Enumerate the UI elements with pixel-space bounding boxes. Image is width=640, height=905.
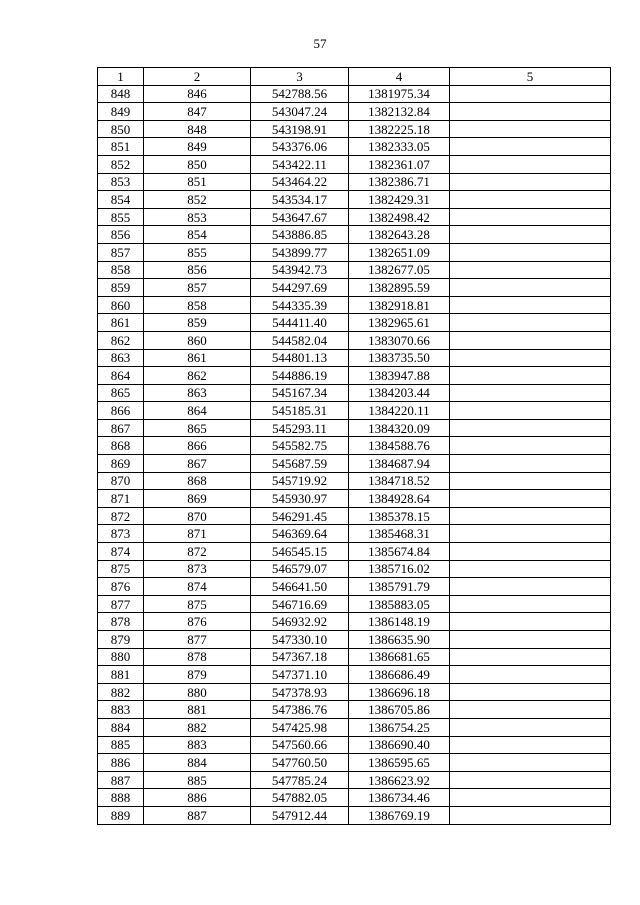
table-cell	[450, 560, 611, 578]
table-cell: 545185.31	[251, 402, 349, 420]
table-row	[98, 754, 611, 772]
table-cell: 545167.34	[251, 384, 349, 402]
table-cell: 543422.11	[251, 155, 349, 173]
table-row	[98, 261, 611, 279]
table-cell: 881	[144, 701, 251, 719]
table-cell: 861	[144, 349, 251, 367]
table-cell: 868	[98, 437, 144, 455]
column-header: 3	[251, 68, 349, 86]
table-cell	[450, 543, 611, 561]
table-cell: 857	[144, 279, 251, 297]
table-cell: 543198.91	[251, 120, 349, 138]
table-cell: 875	[98, 560, 144, 578]
table-row	[98, 683, 611, 701]
table-cell: 857	[98, 243, 144, 261]
table-cell	[450, 279, 611, 297]
table-cell: 1386686.49	[349, 666, 450, 684]
table-cell: 878	[144, 648, 251, 666]
table-row	[98, 771, 611, 789]
table-cell	[450, 331, 611, 349]
table-cell: 848	[98, 85, 144, 103]
table-cell: 1383735.50	[349, 349, 450, 367]
table-row	[98, 191, 611, 209]
table-cell: 544582.04	[251, 331, 349, 349]
table-row	[98, 613, 611, 631]
table-cell: 848	[144, 120, 251, 138]
table-row	[98, 666, 611, 684]
table-cell: 866	[144, 437, 251, 455]
table-cell: 885	[98, 736, 144, 754]
table-cell	[450, 437, 611, 455]
table-cell: 546716.69	[251, 595, 349, 613]
table-row	[98, 560, 611, 578]
table-cell: 859	[144, 314, 251, 332]
table-cell: 878	[98, 613, 144, 631]
table-cell: 545293.11	[251, 419, 349, 437]
table-cell: 879	[144, 666, 251, 684]
table-cell: 1385883.05	[349, 595, 450, 613]
table-cell	[450, 155, 611, 173]
table-cell	[450, 683, 611, 701]
table-cell: 862	[144, 367, 251, 385]
table-cell	[450, 384, 611, 402]
table-row	[98, 648, 611, 666]
table-row	[98, 155, 611, 173]
table-cell: 889	[98, 806, 144, 824]
table-cell: 887	[98, 771, 144, 789]
table-cell: 874	[98, 543, 144, 561]
table-cell	[450, 490, 611, 508]
table-cell: 849	[98, 103, 144, 121]
table-cell: 547560.66	[251, 736, 349, 754]
column-header: 2	[144, 68, 251, 86]
table-cell: 543647.67	[251, 208, 349, 226]
table-cell: 546545.15	[251, 543, 349, 561]
table-cell: 542788.56	[251, 85, 349, 103]
table-cell: 881	[98, 666, 144, 684]
table-cell	[450, 578, 611, 596]
table-cell: 544411.40	[251, 314, 349, 332]
column-header: 1	[98, 68, 144, 86]
table-row	[98, 314, 611, 332]
table-cell: 883	[144, 736, 251, 754]
table-cell: 543899.77	[251, 243, 349, 261]
table-cell	[450, 419, 611, 437]
table-cell: 846	[144, 85, 251, 103]
table-cell: 1382895.59	[349, 279, 450, 297]
table-cell: 547378.93	[251, 683, 349, 701]
table-cell: 1383947.88	[349, 367, 450, 385]
table-cell: 544801.13	[251, 349, 349, 367]
table-cell: 546369.64	[251, 525, 349, 543]
table-cell: 547425.98	[251, 718, 349, 736]
table-cell	[450, 191, 611, 209]
table-cell: 1386769.19	[349, 806, 450, 824]
table-cell: 858	[144, 296, 251, 314]
table-row	[98, 455, 611, 473]
table-row	[98, 525, 611, 543]
coordinates-table	[97, 67, 611, 825]
table-cell: 544335.39	[251, 296, 349, 314]
table-cell: 877	[144, 631, 251, 649]
table-cell: 880	[144, 683, 251, 701]
table-cell: 879	[98, 631, 144, 649]
table-row	[98, 331, 611, 349]
table-cell: 853	[144, 208, 251, 226]
table-cell	[450, 806, 611, 824]
table-cell: 547330.10	[251, 631, 349, 649]
table-cell: 545582.75	[251, 437, 349, 455]
table-cell: 1386635.90	[349, 631, 450, 649]
table-cell: 876	[98, 578, 144, 596]
table-cell: 547760.50	[251, 754, 349, 772]
table-cell: 855	[144, 243, 251, 261]
table-row	[98, 173, 611, 191]
table-body	[98, 85, 611, 824]
table-row	[98, 718, 611, 736]
table-row	[98, 85, 611, 103]
table-cell: 1386705.86	[349, 701, 450, 719]
table-cell: 882	[98, 683, 144, 701]
table-cell: 545687.59	[251, 455, 349, 473]
table-cell	[450, 367, 611, 385]
table-cell: 1385716.02	[349, 560, 450, 578]
table-cell: 850	[144, 155, 251, 173]
table-row	[98, 120, 611, 138]
table-cell: 880	[98, 648, 144, 666]
table-cell: 849	[144, 138, 251, 156]
table-row	[98, 490, 611, 508]
table-cell: 859	[98, 279, 144, 297]
table-cell: 864	[98, 367, 144, 385]
table-cell: 1386681.65	[349, 648, 450, 666]
table-cell: 1386754.25	[349, 718, 450, 736]
table-cell: 871	[98, 490, 144, 508]
table-cell: 1385791.79	[349, 578, 450, 596]
table-row	[98, 208, 611, 226]
table-cell: 873	[98, 525, 144, 543]
table-cell: 1385378.15	[349, 507, 450, 525]
table-cell: 875	[144, 595, 251, 613]
table-cell: 883	[98, 701, 144, 719]
table-cell: 872	[98, 507, 144, 525]
table-cell: 874	[144, 578, 251, 596]
table-cell: 855	[98, 208, 144, 226]
table-cell: 1382225.18	[349, 120, 450, 138]
table-cell	[450, 771, 611, 789]
table-cell: 547367.18	[251, 648, 349, 666]
table-cell	[450, 261, 611, 279]
table-cell: 852	[144, 191, 251, 209]
table-cell: 867	[144, 455, 251, 473]
table-cell	[450, 120, 611, 138]
table-cell: 1384320.09	[349, 419, 450, 437]
table-cell: 863	[98, 349, 144, 367]
table-cell: 877	[98, 595, 144, 613]
table-cell: 860	[144, 331, 251, 349]
table-cell	[450, 472, 611, 490]
table-cell: 884	[144, 754, 251, 772]
table-row	[98, 578, 611, 596]
table-row	[98, 806, 611, 824]
table-row	[98, 631, 611, 649]
table-cell	[450, 736, 611, 754]
table-row	[98, 595, 611, 613]
table-cell: 865	[98, 384, 144, 402]
table-cell: 1385674.84	[349, 543, 450, 561]
table-cell: 851	[98, 138, 144, 156]
table-cell: 870	[98, 472, 144, 490]
table-cell: 547371.10	[251, 666, 349, 684]
table-cell: 1383070.66	[349, 331, 450, 349]
table-cell: 869	[98, 455, 144, 473]
table-cell	[450, 525, 611, 543]
table-cell: 547785.24	[251, 771, 349, 789]
table-row	[98, 243, 611, 261]
column-header: 4	[349, 68, 450, 86]
table-row	[98, 472, 611, 490]
table-header-row	[98, 68, 611, 86]
table-cell: 884	[98, 718, 144, 736]
table-cell	[450, 349, 611, 367]
column-header: 5	[450, 68, 611, 86]
table-cell: 1384928.64	[349, 490, 450, 508]
table-cell: 867	[98, 419, 144, 437]
table-cell: 871	[144, 525, 251, 543]
table-cell: 888	[98, 789, 144, 807]
table-cell: 1384718.52	[349, 472, 450, 490]
table-row	[98, 279, 611, 297]
table-cell: 543376.06	[251, 138, 349, 156]
table-cell: 853	[98, 173, 144, 191]
table-row	[98, 349, 611, 367]
table-cell: 545930.97	[251, 490, 349, 508]
table-row	[98, 402, 611, 420]
table-cell: 543534.17	[251, 191, 349, 209]
table-cell: 885	[144, 771, 251, 789]
table-row	[98, 736, 611, 754]
table-cell: 862	[98, 331, 144, 349]
table-cell: 1384687.94	[349, 455, 450, 473]
table-row	[98, 507, 611, 525]
table-cell: 868	[144, 472, 251, 490]
table-cell: 543464.22	[251, 173, 349, 191]
table-cell	[450, 666, 611, 684]
table-cell: 546932.92	[251, 613, 349, 631]
table-cell	[450, 296, 611, 314]
table-cell: 1386734.46	[349, 789, 450, 807]
table-cell: 882	[144, 718, 251, 736]
table-cell: 1382643.28	[349, 226, 450, 244]
table-cell: 865	[144, 419, 251, 437]
table-cell: 1382386.71	[349, 173, 450, 191]
table-cell: 1386623.92	[349, 771, 450, 789]
table-cell: 854	[144, 226, 251, 244]
table-cell: 873	[144, 560, 251, 578]
table-cell: 543942.73	[251, 261, 349, 279]
table-cell	[450, 648, 611, 666]
table-cell: 856	[98, 226, 144, 244]
table-cell	[450, 595, 611, 613]
table-cell	[450, 103, 611, 121]
table-cell: 543047.24	[251, 103, 349, 121]
table-cell	[450, 507, 611, 525]
table-row	[98, 296, 611, 314]
table-cell	[450, 226, 611, 244]
table-cell	[450, 173, 611, 191]
table-cell	[450, 613, 611, 631]
table-cell	[450, 718, 611, 736]
table-cell: 1382918.81	[349, 296, 450, 314]
table-cell: 544886.19	[251, 367, 349, 385]
table-cell: 851	[144, 173, 251, 191]
table-cell: 547882.05	[251, 789, 349, 807]
table-cell: 547386.76	[251, 701, 349, 719]
table-cell: 876	[144, 613, 251, 631]
table-cell: 546291.45	[251, 507, 349, 525]
table-cell: 1384203.44	[349, 384, 450, 402]
table-cell: 1386696.18	[349, 683, 450, 701]
table-row	[98, 367, 611, 385]
table-cell: 861	[98, 314, 144, 332]
table-cell: 1381975.34	[349, 85, 450, 103]
table-row	[98, 384, 611, 402]
table-cell: 863	[144, 384, 251, 402]
table-cell: 546579.07	[251, 560, 349, 578]
table-cell: 858	[98, 261, 144, 279]
table-cell: 887	[144, 806, 251, 824]
table-cell: 864	[144, 402, 251, 420]
table-cell: 545719.92	[251, 472, 349, 490]
table-cell: 869	[144, 490, 251, 508]
table-cell: 870	[144, 507, 251, 525]
table-cell: 1382132.84	[349, 103, 450, 121]
table-cell	[450, 243, 611, 261]
table-cell	[450, 789, 611, 807]
table-row	[98, 138, 611, 156]
table-cell	[450, 402, 611, 420]
table-cell: 547912.44	[251, 806, 349, 824]
table-cell: 1382333.05	[349, 138, 450, 156]
table-cell: 856	[144, 261, 251, 279]
table-cell	[450, 138, 611, 156]
table-cell	[450, 455, 611, 473]
table-cell: 544297.69	[251, 279, 349, 297]
table-cell: 1382965.61	[349, 314, 450, 332]
table-cell: 847	[144, 103, 251, 121]
table-cell	[450, 701, 611, 719]
table-row	[98, 103, 611, 121]
table-cell: 543886.85	[251, 226, 349, 244]
table-cell: 860	[98, 296, 144, 314]
table-cell	[450, 85, 611, 103]
table-cell: 1385468.31	[349, 525, 450, 543]
table-row	[98, 789, 611, 807]
table-row	[98, 419, 611, 437]
table-cell	[450, 314, 611, 332]
table-cell	[450, 754, 611, 772]
table-row	[98, 226, 611, 244]
table-cell: 1386595.65	[349, 754, 450, 772]
table-cell: 1382651.09	[349, 243, 450, 261]
table-cell: 854	[98, 191, 144, 209]
table-cell: 886	[98, 754, 144, 772]
table-cell: 1384588.76	[349, 437, 450, 455]
table-cell: 1382361.07	[349, 155, 450, 173]
table-cell: 872	[144, 543, 251, 561]
table-cell	[450, 631, 611, 649]
table-cell: 1386148.19	[349, 613, 450, 631]
table-cell: 1382429.31	[349, 191, 450, 209]
table-row	[98, 701, 611, 719]
page-number: 57	[313, 36, 327, 51]
table-cell: 886	[144, 789, 251, 807]
table-cell: 1386690.40	[349, 736, 450, 754]
table-cell: 866	[98, 402, 144, 420]
table-cell: 1382498.42	[349, 208, 450, 226]
table-cell: 1382677.05	[349, 261, 450, 279]
table-cell: 546641.50	[251, 578, 349, 596]
table-row	[98, 437, 611, 455]
table-cell: 850	[98, 120, 144, 138]
table-cell: 1384220.11	[349, 402, 450, 420]
table-cell	[450, 208, 611, 226]
table-row	[98, 543, 611, 561]
table-cell: 852	[98, 155, 144, 173]
